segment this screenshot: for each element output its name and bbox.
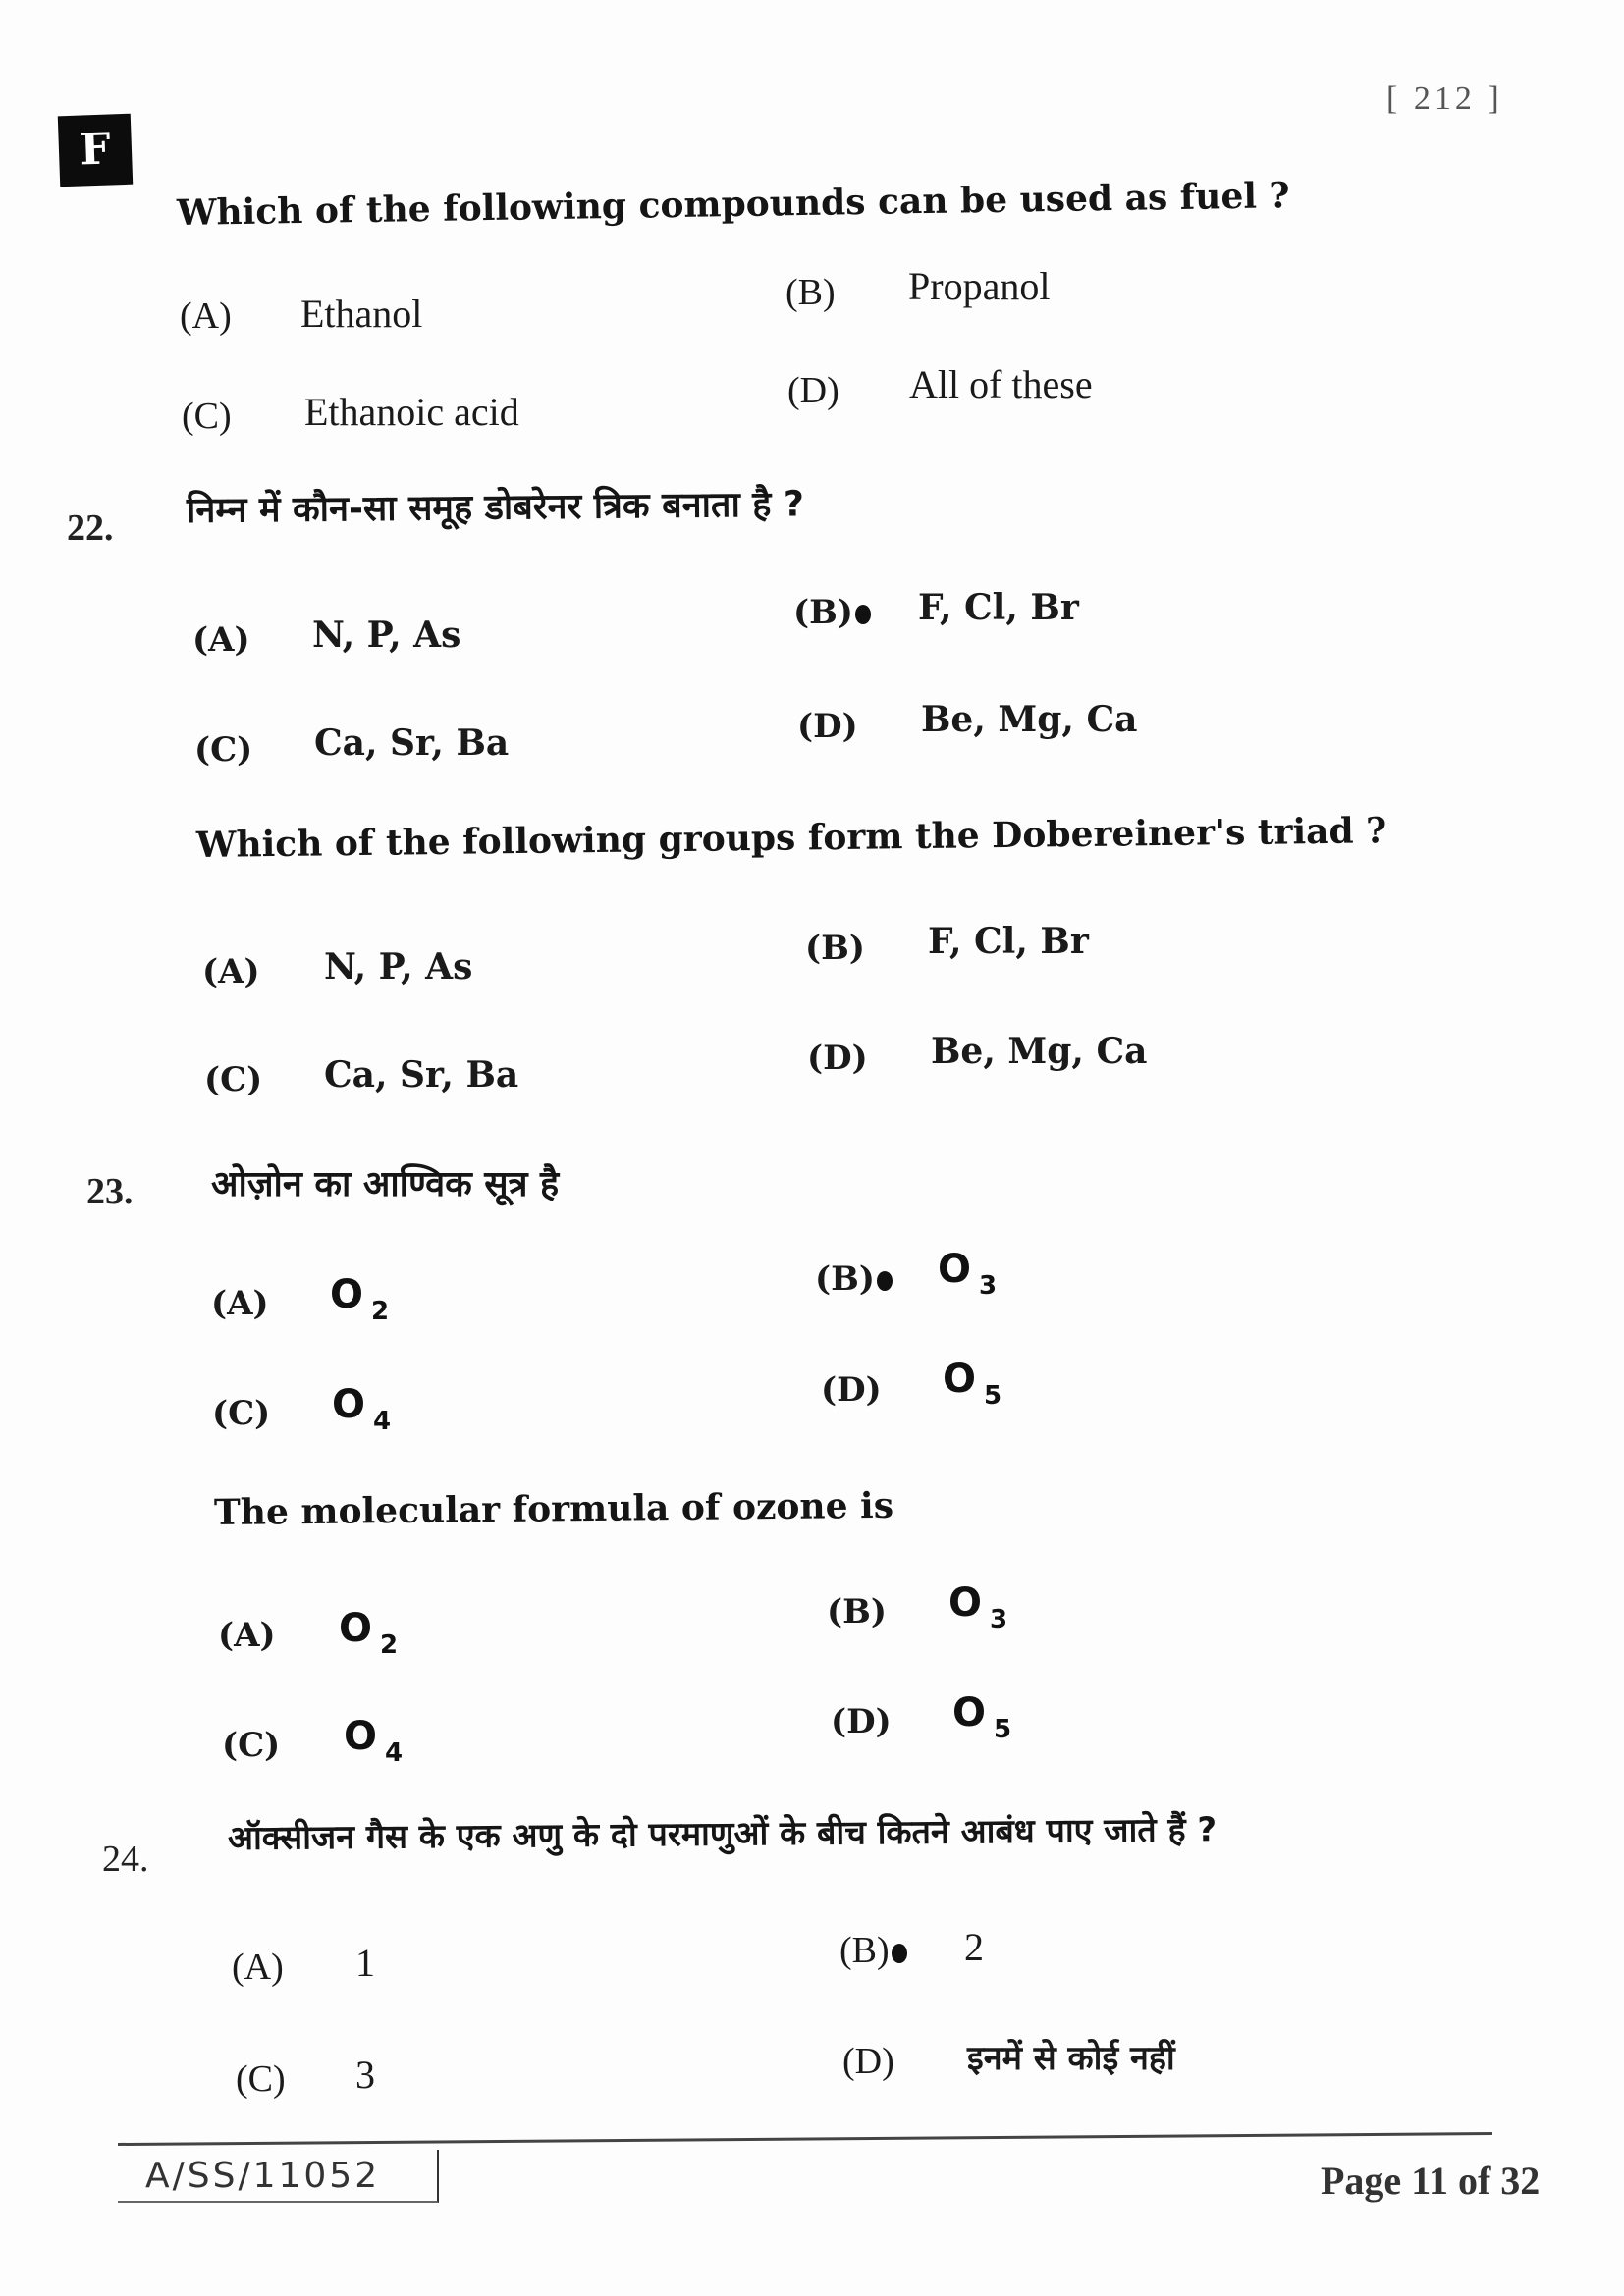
formula-base: O — [952, 1690, 987, 1735]
q23-hi-option-b-label-text: (B) — [815, 1259, 875, 1299]
q22-hi-option-d-label: (D) — [797, 707, 858, 746]
q24-hi-option-c-text: 3 — [355, 2053, 375, 2097]
formula-subscript: 4 — [385, 1738, 404, 1768]
q22-hi-option-b-label-text: (B) — [793, 593, 853, 632]
q22-en-option-b-label: (B) — [805, 929, 865, 968]
page-number: Page 11 of 32 — [1321, 2159, 1541, 2203]
footer-divider — [118, 2132, 1492, 2146]
formula-base: O — [938, 1247, 972, 1292]
formula-base: O — [339, 1606, 373, 1651]
question-22-en-text: Which of the following groups form the Dobereiner's triad ? — [195, 810, 1387, 866]
formula-subscript: 3 — [990, 1605, 1008, 1634]
q23-hi-option-b-label — [815, 1259, 893, 1299]
q23-hi-option-b-formula — [938, 1247, 997, 1301]
q21-en-option-d-label: (D) — [787, 370, 839, 411]
q23-en-option-d-formula — [952, 1690, 1011, 1744]
q24-hi-option-a-label: (A) — [232, 1947, 284, 1988]
q22-hi-option-d-text: Be, Mg, Ca — [921, 699, 1138, 740]
q21-en-option-b-text: Propanol — [908, 264, 1051, 308]
q24-hi-option-d-text: इनमें से कोई नहीं — [967, 2039, 1175, 2078]
q21-en-option-d-text: All of these — [909, 362, 1093, 406]
question-24-number: 24. — [102, 1839, 149, 1880]
q22-hi-option-b-text: F, Cl, Br — [918, 587, 1079, 628]
q24-hi-option-d-label: (D) — [842, 2041, 894, 2082]
q22-en-option-a-text: N, P, As — [324, 946, 473, 988]
question-23-hi-text: ओज़ोन का आण्विक सूत्र है — [211, 1164, 560, 1204]
q23-hi-option-a-label: (A) — [211, 1284, 269, 1323]
paper-code: A/SS/11052 — [145, 2156, 381, 2196]
q23-en-option-d-label: (D) — [831, 1702, 892, 1741]
question-23-en-text: The molecular formula of ozone is — [213, 1484, 894, 1533]
formula-subscript: 2 — [380, 1630, 399, 1660]
q22-hi-option-a-text: N, P, As — [312, 614, 461, 656]
q24-hi-option-b-label-text: (B) — [839, 1930, 890, 1971]
q23-hi-option-d-formula — [943, 1357, 1001, 1411]
q22-en-option-c-label: (C) — [204, 1060, 263, 1099]
q22-en-option-d-text: Be, Mg, Ca — [931, 1031, 1148, 1072]
q24-hi-option-b-text: 2 — [964, 1925, 984, 1969]
question-22-hi-text: निम्न में कौन-सा समूह डोबरेनर त्रिक बनाता है ? — [186, 484, 805, 531]
set-badge: F — [58, 114, 133, 187]
q22-hi-option-a-label: (A) — [192, 620, 250, 660]
q22-hi-option-b-label — [793, 593, 871, 632]
q21-en-option-c-label: (C) — [182, 396, 232, 437]
q23-hi-option-c-formula — [332, 1382, 391, 1436]
formula-base: O — [948, 1580, 983, 1626]
formula-subscript: 4 — [373, 1407, 392, 1436]
q22-en-option-d-label: (D) — [807, 1039, 868, 1078]
q23-hi-option-d-label: (D) — [821, 1370, 882, 1410]
q24-hi-option-c-label: (C) — [236, 2058, 286, 2100]
q22-en-option-a-label: (A) — [202, 952, 260, 991]
formula-subscript: 5 — [984, 1381, 1002, 1411]
q22-en-option-c-text: Ca, Sr, Ba — [324, 1054, 519, 1095]
q23-en-option-b-label: (B) — [827, 1592, 887, 1631]
formula-subscript: 3 — [979, 1271, 998, 1301]
q22-en-option-b-text: F, Cl, Br — [928, 921, 1089, 962]
formula-subscript: 5 — [994, 1715, 1012, 1744]
q24-hi-option-a-text: 1 — [355, 1941, 375, 1985]
q23-en-option-a-formula — [339, 1606, 398, 1660]
q23-hi-option-a-formula — [330, 1272, 389, 1326]
q23-en-option-b-formula — [948, 1580, 1007, 1634]
q22-hi-option-c-text: Ca, Sr, Ba — [314, 722, 510, 764]
formula-base: O — [332, 1382, 366, 1427]
q21-en-option-b-label: (B) — [785, 272, 836, 313]
question-24-hi-text: ऑक्सीजन गैस के एक अणु के दो परमाणुओं के बीच कितने आबंध पाए जाते हैं ? — [227, 1810, 1218, 1858]
q23-hi-option-c-label: (C) — [212, 1394, 271, 1433]
q23-en-option-c-formula — [344, 1714, 403, 1768]
formula-base: O — [344, 1714, 378, 1759]
answer-mark-icon — [892, 1944, 907, 1963]
q23-en-option-a-label: (A) — [218, 1616, 276, 1655]
q21-en-option-a-text: Ethanol — [300, 292, 423, 336]
q21-en-option-a-label: (A) — [180, 295, 232, 337]
formula-subscript: 2 — [371, 1297, 390, 1326]
question-22-number: 22. — [67, 507, 114, 549]
q24-hi-option-b-label — [839, 1929, 907, 1972]
answer-mark-icon — [855, 605, 871, 624]
question-23-number: 23. — [86, 1171, 134, 1212]
answer-mark-icon — [877, 1271, 893, 1291]
q21-en-option-c-text: Ethanoic acid — [304, 390, 519, 434]
page-marker: [ 212 ] — [1386, 80, 1503, 117]
formula-base: O — [943, 1357, 977, 1402]
question-21-en-text: Which of the following compounds can be used as fuel ? — [176, 175, 1290, 234]
q22-hi-option-c-label: (C) — [194, 730, 253, 770]
formula-base: O — [330, 1272, 364, 1317]
q23-en-option-c-label: (C) — [222, 1726, 281, 1765]
